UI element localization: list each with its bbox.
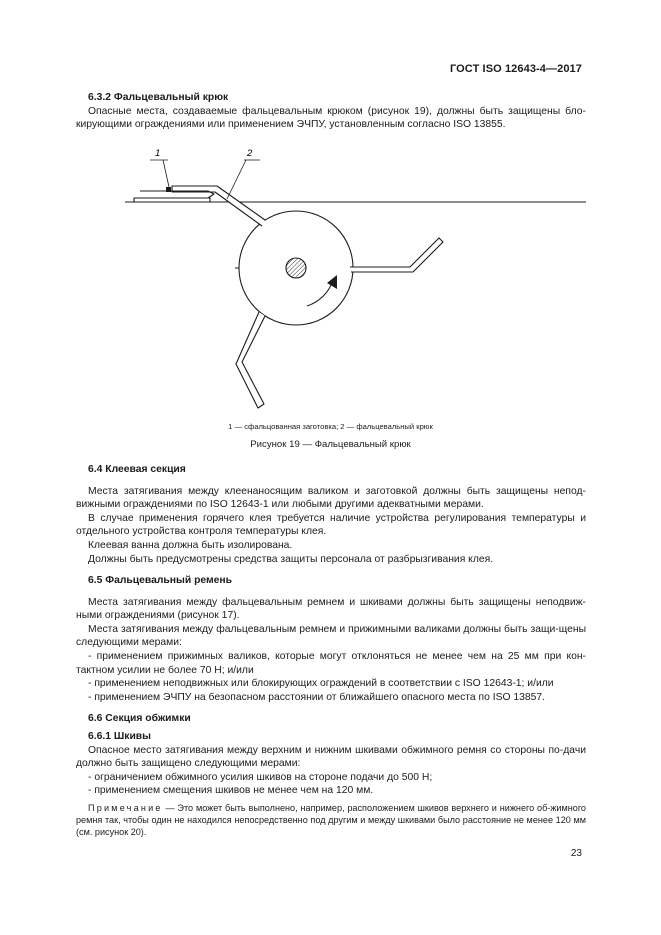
figure-caption: Рисунок 19 — Фальцевальный крюк: [250, 439, 411, 450]
list-item: - ограничением обжимного усилия шкивов на стороне подачи до 500 Н;: [88, 771, 433, 783]
document-header: ГОСТ ISO 12643-4—2017: [449, 63, 582, 75]
section-heading: 6.6.1 Шкивы: [88, 731, 152, 742]
figure-19-drawing: [0, 0, 661, 420]
list-item: - применением смещения шкивов не менее чем на 120 мм.: [88, 785, 374, 797]
section-heading: 6.6 Секция обжимки: [88, 713, 191, 724]
section-heading: 6.5 Фальцевальный ремень: [88, 575, 233, 586]
section-6-6-1: [76, 730, 586, 798]
paragraph: Места затягивания между фальцевальным ремнем и шкивами должны быть защищены неподвиж-ными ограждениями (рисунок 17).: [76, 596, 586, 622]
right-arm: [350, 238, 443, 272]
folding-hook: [172, 186, 265, 226]
page-number: 23: [570, 848, 582, 859]
paragraph: Опасное место затягивания между верхним и нижним шкивами обжимного ремня со стороны по-дачи должно быть защищено следующими мерами:: [76, 744, 586, 770]
folded-sheet: [134, 198, 210, 202]
list-item: - применением неподвижных или блокирующих ограждений в соответствии с ISO 12643-1; и/или: [88, 678, 554, 690]
leader-2: [227, 160, 246, 199]
list-item: - применением прижимных валиков, которые могут отклоняться не менее чем на 25 мм при кон-тактном усилии не более 70 Н; и/или: [76, 650, 586, 676]
list-item: - применением ЭЧПУ на безопасном расстоянии от ближайшего опасного места по ISO 13857.: [88, 691, 546, 703]
section-6-5: [76, 574, 586, 704]
paragraph: Места затягивания между фальцевальным ремнем и прижимными валиками должны быть защи-щены следующими мерами:: [76, 623, 586, 649]
note-paragraph: [76, 802, 586, 839]
hub-hatched: [286, 258, 306, 278]
figure-legend: 1 — сфальцованная заготовка; 2 — фальцевальный крюк: [228, 422, 433, 431]
paragraph: Клеевая ванна должна быть изолирована.: [88, 539, 293, 551]
note: [76, 802, 586, 839]
leader-1: [163, 160, 169, 187]
note-lead: Примечание: [88, 803, 163, 813]
paragraph: В случае применения горячего клея требуется наличие устройства регулирования температуры и отдельного устройства контроля температуры клея.: [76, 512, 586, 538]
figure-label-2: 2: [247, 148, 253, 159]
paragraph: Места затягивания между клеенаносящим валиком и заготовкой должны быть защищены непод-вижными ограждениями по ISO 12643-1 или любыми другими адекватными мерами.: [76, 485, 586, 511]
section-heading: 6.3.2 Фальцевальный крюк: [88, 92, 229, 103]
section-6-4: [76, 463, 586, 566]
section-heading: 6.4 Клеевая секция: [88, 464, 186, 475]
section-6-6: [76, 712, 586, 726]
figure-label-1: 1: [155, 148, 161, 159]
sheet-edge-mark: [166, 187, 171, 192]
paragraph: Должны быть предусмотрены средства защиты персонала от разбрызгивания клея.: [88, 553, 494, 565]
paragraph: Опасные места, создаваемые фальцевальным крюком (рисунок 19), должны быть защищены бло-кирующими ограждениями или применением ЭЧПУ, установленным согласно ISO 13855.: [76, 105, 586, 131]
left-arm: [236, 312, 265, 408]
note-body: — Это может быть выполнено, например, расположением шкивов верхнего и нижнего об-жимного ремня так, чтобы один не находился непосредственно под другим и между шкивами было расстояние не менее 120 мм (см. рисунок 20).: [76, 803, 586, 838]
